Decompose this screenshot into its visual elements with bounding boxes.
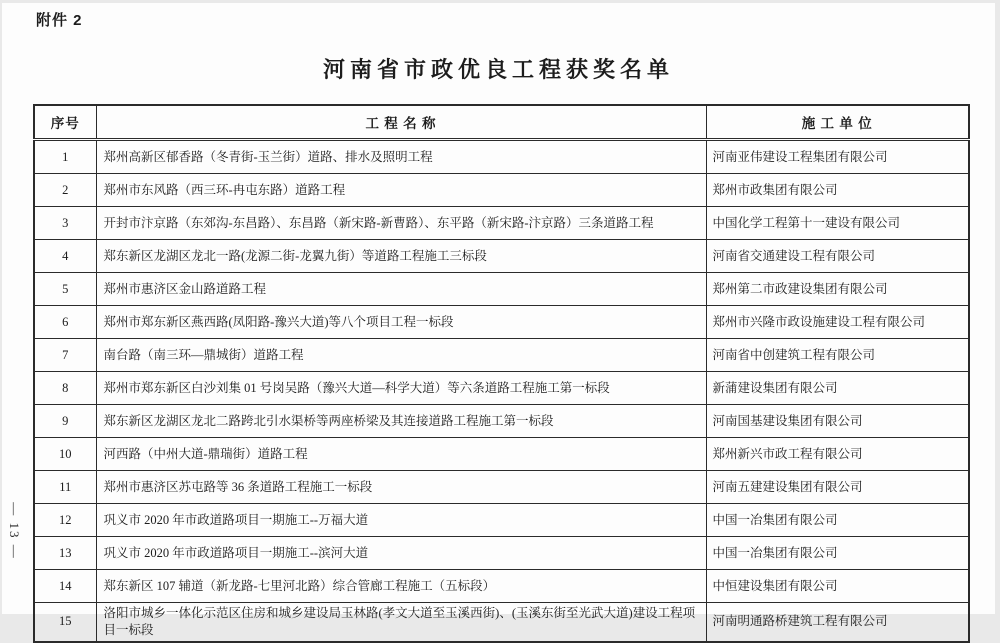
construction-unit-cell: 河南亚伟建设工程集团有限公司 [706, 140, 969, 174]
header-cell-project: 工 程 名 称 [96, 105, 706, 140]
construction-unit-cell: 中恒建设集团有限公司 [706, 570, 969, 603]
row-number-cell: 5 [34, 273, 96, 306]
table-row [34, 240, 969, 273]
row-number-cell: 11 [34, 471, 96, 504]
project-name-cell: 巩义市 2020 年市政道路项目一期施工--万福大道 [96, 504, 706, 537]
page-title: 河南省市政优良工程获奖名单 [322, 57, 674, 82]
document-page [2, 3, 995, 637]
project-name-cell: 洛阳市城乡一体化示范区住房和城乡建设局玉林路(孝文大道至玉溪西街)、(玉溪东街至光武大道)建设工程项目一标段 [96, 603, 706, 642]
construction-unit-cell: 郑州新兴市政工程有限公司 [706, 438, 969, 471]
row-number-cell: 12 [34, 504, 96, 537]
construction-unit-cell: 中国一冶集团有限公司 [706, 537, 969, 570]
row-number-cell: 15 [34, 603, 96, 642]
construction-unit-cell: 河南省中创建筑工程有限公司 [706, 339, 969, 372]
project-name-cell: 郑州市郑东新区白沙刘集 01 号岗吴路（豫兴大道—科学大道）等六条道路工程施工第一标段 [96, 372, 706, 405]
awards-table [33, 104, 970, 643]
row-number-cell: 3 [34, 207, 96, 240]
construction-unit-cell: 郑州市政集团有限公司 [706, 174, 969, 207]
table-row [34, 207, 969, 240]
table-row [34, 603, 969, 642]
table-row [34, 306, 969, 339]
header-cell-unit: 施 工 单 位 [706, 105, 969, 140]
project-name-cell: 南台路（南三环—鼎城街）道路工程 [96, 339, 706, 372]
row-number-cell: 9 [34, 405, 96, 438]
project-name-cell: 郑州市惠济区金山路道路工程 [96, 273, 706, 306]
page-number-vertical: — 13 — [7, 502, 22, 560]
row-number-cell: 14 [34, 570, 96, 603]
table-row [34, 438, 969, 471]
row-number-cell: 4 [34, 240, 96, 273]
row-number-cell: 1 [34, 140, 96, 174]
table-row [34, 140, 969, 174]
row-number-cell: 6 [34, 306, 96, 339]
construction-unit-cell: 郑州第二市政建设集团有限公司 [706, 273, 969, 306]
row-number-cell: 7 [34, 339, 96, 372]
table-row [34, 537, 969, 570]
row-number-cell: 13 [34, 537, 96, 570]
project-name-cell: 开封市汴京路（东郊沟-东昌路）、东昌路（新宋路-新曹路）、东平路（新宋路-汴京路）三条道路工程 [96, 207, 706, 240]
construction-unit-cell: 河南国基建设集团有限公司 [706, 405, 969, 438]
project-name-cell: 郑东新区龙湖区龙北一路(龙源二街-龙翼九街）等道路工程施工三标段 [96, 240, 706, 273]
construction-unit-cell: 郑州市兴隆市政设施建设工程有限公司 [706, 306, 969, 339]
project-name-cell: 郑东新区龙湖区龙北二路跨北引水渠桥等两座桥梁及其连接道路工程施工第一标段 [96, 405, 706, 438]
row-number-cell: 10 [34, 438, 96, 471]
construction-unit-cell: 河南五建建设集团有限公司 [706, 471, 969, 504]
construction-unit-cell: 新蒲建设集团有限公司 [706, 372, 969, 405]
project-name-cell: 巩义市 2020 年市政道路项目一期施工--滨河大道 [96, 537, 706, 570]
project-name-cell: 河西路（中州大道-鼎瑞街）道路工程 [96, 438, 706, 471]
construction-unit-cell: 河南明通路桥建筑工程有限公司 [706, 603, 969, 642]
table-row [34, 339, 969, 372]
table-row [34, 405, 969, 438]
table-header-row [34, 105, 969, 140]
attachment-label: 附件 2 [36, 12, 83, 29]
table-body [34, 140, 969, 642]
table-row [34, 504, 969, 537]
construction-unit-cell: 中国化学工程第十一建设有限公司 [706, 207, 969, 240]
row-number-cell: 2 [34, 174, 96, 207]
table-row [34, 273, 969, 306]
project-name-cell: 郑东新区 107 辅道（新龙路-七里河北路）综合管廊工程施工（五标段） [96, 570, 706, 603]
row-number-cell: 8 [34, 372, 96, 405]
header-cell-index: 序号 [34, 105, 96, 140]
project-name-cell: 郑州市郑东新区燕西路(凤阳路-豫兴大道)等八个项目工程一标段 [96, 306, 706, 339]
project-name-cell: 郑州市东风路（西三环-冉屯东路）道路工程 [96, 174, 706, 207]
table-row [34, 570, 969, 603]
table-row [34, 372, 969, 405]
project-name-cell: 郑州市惠济区苏屯路等 36 条道路工程施工一标段 [96, 471, 706, 504]
construction-unit-cell: 河南省交通建设工程有限公司 [706, 240, 969, 273]
project-name-cell: 郑州高新区郁香路（冬青街-玉兰街）道路、排水及照明工程 [96, 140, 706, 174]
construction-unit-cell: 中国一冶集团有限公司 [706, 504, 969, 537]
table-row [34, 471, 969, 504]
table-row [34, 174, 969, 207]
